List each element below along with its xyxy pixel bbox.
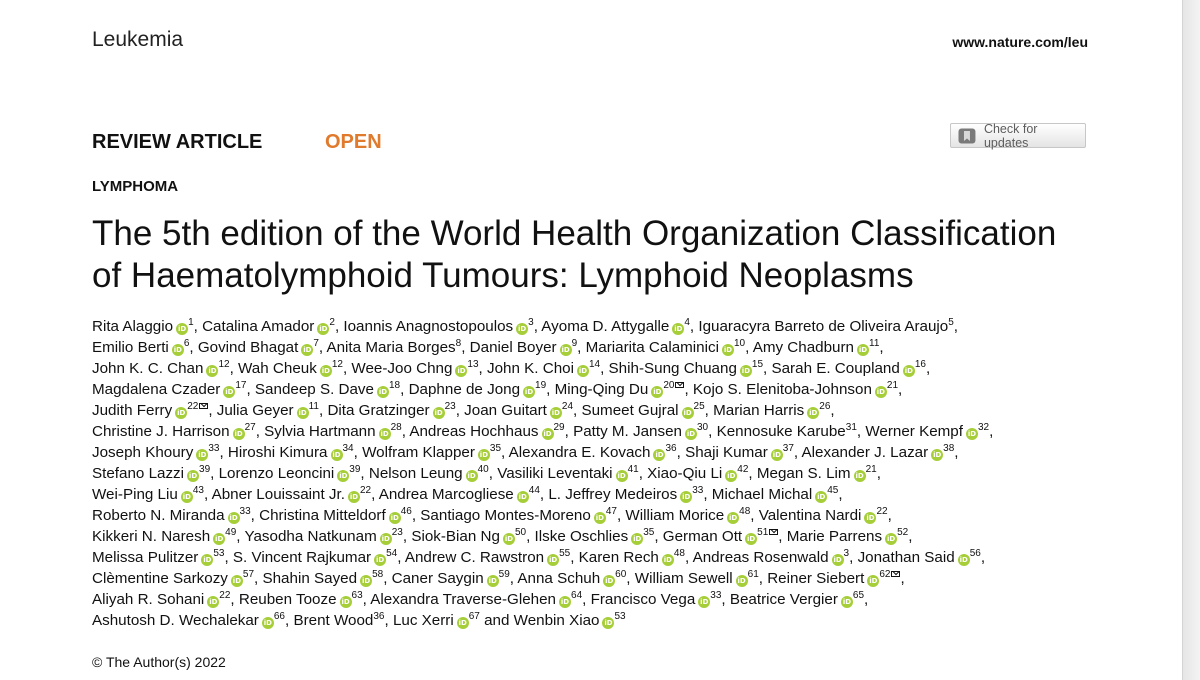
affiliation-number: 10 — [733, 338, 746, 349]
affiliation-number: 46 — [400, 506, 412, 517]
orcid-icon[interactable]: iD — [225, 388, 234, 396]
affiliation-number: 13 — [467, 359, 479, 370]
author-name[interactable]: Alexandra E. Kovach — [508, 444, 651, 461]
affiliation-number: 12 — [331, 359, 343, 370]
affiliation-number: 40 — [477, 464, 489, 475]
orcid-icon[interactable]: iD — [817, 493, 826, 501]
orcid-icon[interactable]: iD — [390, 514, 399, 522]
affiliation-number: 57 — [242, 569, 255, 580]
author-name[interactable]: German Ott — [662, 528, 743, 545]
orcid-icon[interactable]: iD — [617, 472, 626, 480]
orcid-icon[interactable]: iD — [177, 409, 186, 417]
author-name[interactable]: Jonathan Said — [857, 549, 955, 566]
orcid-icon[interactable]: iD — [551, 409, 560, 417]
affiliation-number: 17 — [235, 380, 247, 391]
orcid-icon[interactable]: iD — [488, 577, 497, 585]
affiliation-number: 36 — [665, 443, 677, 454]
author-name[interactable]: Xiao-Qiu Li — [647, 465, 723, 482]
affiliation-number: 24 — [561, 401, 574, 412]
author-name[interactable]: Rita Alaggio — [92, 318, 174, 335]
affiliation-number: 1 — [188, 317, 194, 328]
orcid-icon[interactable]: iD — [737, 577, 746, 585]
open-access-label: OPEN — [325, 131, 382, 153]
orcid-icon[interactable]: iD — [674, 325, 683, 333]
author-line: Rita Alaggio iD$^1$, Catalina Amador iD$^2$, Ioannis Anagnostopoulos iD$^3$, Ayoma D. Attygalle iD$^4$, Iguaracyra Barreto de Oliveira Araujo$^5$, — [92, 317, 959, 335]
orcid-icon[interactable]: iD — [904, 367, 913, 375]
author-name[interactable]: Sandeep S. Dave — [254, 381, 374, 398]
orcid-icon[interactable]: iD — [548, 556, 558, 564]
author-line: Stefano Lazzi iD$^{39}$, Lorenzo Leoncini iD$^{39}$, Nelson Leung iD$^{40}$, Vasiliki Leventaki iD$^{41}$, Xiao-Qiu Li iD$^{42}$, Megan S. Lim iD$^{21}$, — [92, 464, 881, 482]
affiliation-number: 28 — [390, 422, 402, 433]
orcid-icon[interactable]: iD — [605, 577, 614, 585]
affiliation-number: 66 — [273, 611, 285, 622]
orcid-icon[interactable]: iD — [229, 514, 238, 522]
affiliation-number: 3 — [528, 317, 534, 328]
affiliation-number: 38 — [943, 443, 955, 454]
orcid-icon[interactable]: iD — [303, 346, 312, 354]
journal-url[interactable]: www.nature.com/leu — [952, 34, 1088, 50]
orcid-icon[interactable]: iD — [434, 409, 443, 417]
author-name[interactable]: Julia Geyer — [216, 402, 294, 419]
affiliation-number: 48 — [673, 548, 685, 559]
affiliation-number: 44 — [528, 485, 540, 496]
author-name[interactable]: Ilske Oschlies — [534, 528, 629, 545]
author-name[interactable]: John K. C. Chan — [92, 360, 204, 377]
orcid-icon[interactable]: iD — [177, 325, 187, 333]
orcid-icon[interactable]: iD — [747, 535, 756, 543]
author-name[interactable]: Iguaracyra Barreto de Oliveira Araujo — [698, 318, 949, 335]
affiliation-number: 48 — [739, 506, 751, 517]
author-name[interactable]: Werner Kempf — [865, 423, 963, 440]
affiliation-number: 22 — [187, 401, 199, 412]
author-name[interactable]: Reiner Siebert — [767, 570, 865, 587]
orcid-icon[interactable]: iD — [653, 388, 662, 396]
orcid-icon[interactable]: iD — [886, 535, 896, 543]
affiliation-number: 11 — [308, 401, 319, 412]
affiliation-number: 62 — [879, 569, 891, 580]
affiliation-number: 4 — [684, 317, 690, 328]
orcid-icon[interactable]: iD — [332, 451, 341, 459]
author-name[interactable]: Stefano Lazzi — [92, 465, 185, 482]
orcid-icon[interactable]: iD — [561, 346, 570, 354]
author-name[interactable]: S. Vincent Rajkumar — [232, 549, 372, 566]
affiliation-number: 32 — [977, 422, 990, 433]
orcid-icon[interactable]: iD — [809, 409, 818, 417]
orcid-icon[interactable]: iD — [375, 556, 385, 564]
email-icon[interactable] — [769, 529, 778, 535]
affiliation-number: 15 — [751, 359, 764, 370]
affiliation-number: 33 — [208, 443, 220, 454]
author-line: Clèmentine Sarkozy iD$^{57}$, Shahin Sayed iD$^{58}$, Caner Saygin iD$^{59}$, Anna Schuh iD$^{60}$, William Sewell iD$^{61}$, Reiner Siebert iD$^{62}$ , — [92, 569, 905, 587]
affiliation-number: 22 — [359, 485, 372, 496]
author-name[interactable]: Melissa Pulitzer — [92, 549, 199, 566]
orcid-icon[interactable]: iD — [604, 619, 613, 627]
author-name[interactable]: Roberto N. Miranda — [92, 507, 225, 524]
affiliation-number: 65 — [852, 590, 865, 601]
author-name[interactable]: Emilio Berti — [92, 339, 169, 356]
affiliation-number: 27 — [244, 422, 256, 433]
affiliation-number: 33 — [710, 590, 722, 601]
author-name[interactable]: Alexander J. Lazar — [801, 444, 929, 461]
orcid-icon[interactable]: iD — [833, 556, 842, 564]
author-name[interactable]: Ioannis Anagnostopoulos — [343, 318, 514, 335]
orcid-icon[interactable]: iD — [504, 535, 514, 543]
orcid-icon[interactable]: iD — [560, 598, 570, 606]
article-title-line: The 5th edition of the World Health Organization Classification — [92, 214, 1057, 253]
author-name[interactable]: Wei-Ping Liu — [92, 486, 178, 503]
email-icon[interactable] — [199, 403, 208, 409]
author-name[interactable]: Yasodha Natkunam — [244, 528, 377, 545]
author-name[interactable]: Christine J. Harrison — [92, 423, 230, 440]
article-title-line: of Haematolymphoid Tumours: Lymphoid Neoplasms — [92, 256, 914, 295]
author-name[interactable]: Ayoma D. Attygalle — [541, 318, 670, 335]
affiliation-number: 7 — [313, 338, 319, 349]
author-name[interactable]: Andrew C. Rawstron — [404, 549, 545, 566]
author-name[interactable]: Joan Guitart — [464, 402, 547, 419]
author-line: Christine J. Harrison iD$^{27}$, Sylvia Hartmann iD$^{28}$, Andreas Hochhaus iD$^{29}$, Patty M. Jansen iD$^{30}$, Kennosuke Karube$^{31}$, Werner Kempf iD$^{32}$, — [92, 422, 994, 440]
orcid-icon[interactable]: iD — [479, 451, 489, 459]
affiliation-number: 31 — [845, 422, 857, 433]
author-name[interactable]: Anna Schuh — [517, 570, 601, 587]
orcid-icon[interactable]: iD — [959, 556, 968, 564]
affiliation-number: 20 — [663, 380, 675, 391]
affiliation-number: 45 — [827, 485, 839, 496]
author-name[interactable]: Kennosuke Karube — [716, 423, 846, 440]
author-name[interactable]: Joseph Khoury — [92, 444, 194, 461]
orcid-icon[interactable]: iD — [866, 514, 875, 522]
orcid-icon[interactable]: iD — [378, 388, 388, 396]
copyright-notice: © The Author(s) 2022 — [92, 654, 226, 670]
orcid-icon[interactable]: iD — [682, 493, 691, 501]
affiliation-number: 29 — [553, 422, 565, 433]
affiliation-number: 11 — [869, 338, 880, 349]
orcid-icon[interactable]: iD — [842, 598, 852, 606]
affiliation-number: 60 — [615, 569, 627, 580]
orcid-icon[interactable]: iD — [518, 493, 527, 501]
affiliation-number: 47 — [605, 506, 617, 517]
orcid-icon[interactable]: iD — [215, 535, 224, 543]
author-name[interactable]: Anita Maria Borges — [326, 339, 456, 356]
orcid-icon[interactable]: iD — [209, 598, 218, 606]
author-name[interactable]: Catalina Amador — [202, 318, 315, 335]
author-name[interactable]: Lorenzo Leoncini — [218, 465, 335, 482]
orcid-icon[interactable]: iD — [518, 325, 527, 333]
author-line: Aliyah R. Sohani iD$^{22}$, Reuben Tooze iD$^{63}$, Alexandra Traverse-Glehen iD$^{64}$, Francisco Vega iD$^{33}$, Beatrice Vergier iD$^{65}$, — [92, 590, 869, 608]
page-edge — [1182, 0, 1200, 680]
author-line: Melissa Pulitzer iD$^{53}$, S. Vincent Rajkumar iD$^{54}$, Andrew C. Rawstron iD$^{55}$, Karen Rech iD$^{48}$, Andreas Rosenwald iD$^3$, Jonathan Said iD$^{56}$, — [92, 548, 986, 566]
affiliation-number: 21 — [886, 380, 899, 391]
orcid-icon[interactable]: iD — [263, 619, 272, 627]
orcid-icon[interactable]: iD — [869, 577, 878, 585]
check-for-updates-button[interactable] — [950, 123, 1086, 148]
author-name[interactable]: Sarah E. Coupland — [771, 360, 900, 377]
orcid-icon[interactable]: iD — [361, 577, 371, 585]
affiliation-number: 6 — [183, 338, 190, 349]
author-name[interactable]: Wolfram Klapper — [362, 444, 475, 461]
orcid-icon[interactable]: iD — [595, 514, 604, 522]
orcid-icon[interactable]: iD — [198, 451, 207, 459]
author-line: Ashutosh D. Wechalekar iD$^{66}$, Brent Wood$^{36}$, Luc Xerri iD$^{67}$ and Wenbin Xiao iD$^{53}$ — [92, 611, 626, 629]
author-name[interactable]: William Sewell — [634, 570, 733, 587]
affiliation-number: 26 — [819, 401, 831, 412]
author-line: Kikkeri N. Naresh iD$^{49}$, Yasodha Natkunam iD$^{23}$, Siok-Bian Ng iD$^{50}$, Ilske Oschlies iD$^{35}$, German Ott iD$^{51}$ , Marie Parrens iD$^{52}$, — [92, 527, 913, 545]
affiliation-number: 37 — [782, 443, 794, 454]
orcid-icon[interactable]: iD — [349, 493, 359, 501]
author-name[interactable]: Judith Ferry — [92, 402, 173, 419]
affiliation-number: 54 — [386, 548, 398, 559]
author-name[interactable]: Francisco Vega — [590, 591, 696, 608]
affiliation-number: 23 — [391, 527, 403, 538]
orcid-icon[interactable]: iD — [203, 556, 212, 564]
affiliation-number: 49 — [225, 527, 237, 538]
orcid-icon[interactable]: iD — [458, 619, 467, 627]
orcid-icon[interactable]: iD — [772, 451, 781, 459]
author-name[interactable]: Sylvia Hartmann — [264, 423, 376, 440]
orcid-icon[interactable]: iD — [234, 430, 243, 438]
article-type: REVIEW ARTICLE — [92, 131, 263, 153]
author-name[interactable]: Siok-Bian Ng — [411, 528, 500, 545]
affiliation-number: 55 — [559, 548, 571, 559]
author-name[interactable]: Patty M. Jansen — [573, 423, 682, 440]
author-line: Wei-Ping Liu iD$^{43}$, Abner Louissaint Jr. iD$^{22}$, Andrea Marcogliese iD$^{44}$, L. Jeffrey Medeiros iD$^{33}$, Michael Michal iD$^{45}$, — [92, 485, 843, 503]
author-name[interactable]: Brent Wood — [293, 612, 374, 629]
author-name[interactable]: Alexandra Traverse-Glehen — [370, 591, 557, 608]
orcid-icon[interactable]: iD — [700, 598, 709, 606]
affiliation-number: 12 — [218, 359, 230, 370]
orcid-icon[interactable]: iD — [741, 367, 751, 375]
affiliation-number: 23 — [444, 401, 456, 412]
author-name[interactable]: Clèmentine Sarkozy — [92, 570, 228, 587]
author-name[interactable]: Shahin Sayed — [262, 570, 358, 587]
check-for-updates-label: Check for updates — [983, 121, 1038, 150]
orcid-icon[interactable]: iD — [858, 346, 868, 354]
author-name[interactable]: Michael Michal — [711, 486, 813, 503]
author-name[interactable]: Shaji Kumar — [685, 444, 768, 461]
author-name[interactable]: Nelson Leung — [368, 465, 463, 482]
affiliation-number: 34 — [342, 443, 354, 454]
author-name[interactable]: Karen Rech — [578, 549, 659, 566]
affiliation-number: 3 — [843, 548, 850, 559]
bookmark-update-icon — [958, 128, 976, 144]
affiliation-number: 18 — [388, 380, 401, 391]
author-name[interactable]: Ming-Qing Du — [554, 381, 649, 398]
author-name[interactable]: Luc Xerri — [392, 612, 454, 629]
orcid-icon[interactable]: iD — [380, 430, 389, 438]
affiliation-number: 36 — [373, 611, 385, 622]
orcid-icon[interactable]: iD — [729, 514, 738, 522]
author-name[interactable]: Santiago Montes-Moreno — [420, 507, 591, 524]
author-name[interactable]: Andreas Hochhaus — [409, 423, 539, 440]
affiliation-number: 64 — [571, 590, 583, 601]
affiliation-number: 61 — [747, 569, 759, 580]
orcid-icon[interactable]: iD — [457, 367, 466, 375]
affiliation-number: 25 — [693, 401, 705, 412]
article-title — [92, 213, 1092, 297]
orcid-icon[interactable]: iD — [298, 409, 307, 417]
author-name[interactable]: William Morice — [625, 507, 725, 524]
affiliation-number: 22 — [876, 506, 888, 517]
author-name[interactable]: Govind Bhagat — [197, 339, 299, 356]
affiliation-number: 14 — [588, 359, 601, 370]
author-name[interactable]: Kojo S. Elenitoba-Johnson — [692, 381, 872, 398]
author-line: Magdalena Czader iD$^{17}$, Sandeep S. Dave iD$^{18}$, Daphne de Jong iD$^{19}$, Ming-Qing Du iD$^{20}$ , Kojo S. Elenitoba-Johnson iD$^{21}$, — [92, 380, 903, 398]
orcid-icon[interactable]: iD — [933, 451, 942, 459]
author-name[interactable]: Daphne de Jong — [408, 381, 521, 398]
affiliation-number: 5 — [948, 317, 954, 328]
author-name[interactable]: Wenbin Xiao — [513, 612, 600, 629]
journal-name: Leukemia — [92, 28, 184, 51]
author-name[interactable]: Shih-Sung Chuang — [608, 360, 737, 377]
orcid-icon[interactable]: iD — [339, 472, 348, 480]
author-line: Judith Ferry iD$^{22}$ , Julia Geyer iD$^{11}$, Dita Gratzinger iD$^{23}$, Joan Guitart iD$^{24}$, Sumeet Gujral iD$^{25}$, Marian Harris iD$^{26}$, — [92, 401, 835, 419]
author-line: Roberto N. Miranda iD$^{33}$, Christina Mitteldorf iD$^{46}$, Santiago Montes-Moreno iD$^{47}$, William Morice iD$^{48}$, Valentina Nardi iD$^{22}$, — [92, 506, 892, 524]
author-name[interactable]: Caner Saygin — [391, 570, 484, 587]
author-name[interactable]: Amy Chadburn — [752, 339, 855, 356]
author-name[interactable]: Daniel Boyer — [469, 339, 557, 356]
author-list — [92, 316, 1102, 631]
orcid-icon[interactable]: iD — [686, 430, 696, 438]
affiliation-number: 35 — [489, 443, 502, 454]
author-name[interactable]: Hiroshi Kimura — [227, 444, 328, 461]
author-name[interactable]: Abner Louissaint Jr. — [211, 486, 345, 503]
orcid-icon[interactable]: iD — [381, 535, 390, 543]
affiliation-number: 67 — [468, 611, 480, 622]
affiliation-number: 58 — [372, 569, 384, 580]
affiliation-number: 39 — [199, 464, 211, 475]
author-name[interactable]: Aliyah R. Sohani — [92, 591, 205, 608]
orcid-icon[interactable]: iD — [855, 472, 864, 480]
affiliation-number: 2 — [329, 317, 335, 328]
orcid-icon[interactable]: iD — [173, 346, 182, 354]
affiliation-number: 43 — [192, 485, 204, 496]
affiliation-number: 53 — [213, 548, 225, 559]
affiliation-number: 59 — [498, 569, 510, 580]
affiliation-number: 8 — [455, 338, 462, 349]
affiliation-number: 16 — [914, 359, 926, 370]
author-name[interactable]: Dita Gratzinger — [327, 402, 430, 419]
author-name[interactable]: Reuben Tooze — [238, 591, 337, 608]
author-name[interactable]: Ashutosh D. Wechalekar — [92, 612, 259, 629]
affiliation-number: 52 — [897, 527, 909, 538]
author-line: John K. C. Chan iD$^{12}$, Wah Cheuk iD$^{12}$, Wee-Joo Chng iD$^{13}$, John K. Choi iD$^{14}$, Shih-Sung Chuang iD$^{15}$, Sarah E. Coupland iD$^{16}$, — [92, 359, 931, 377]
author-name[interactable]: Christina Mitteldorf — [259, 507, 386, 524]
affiliation-number: 42 — [737, 464, 749, 475]
orcid-icon[interactable]: iD — [467, 472, 476, 480]
orcid-icon[interactable]: iD — [188, 472, 198, 480]
orcid-icon[interactable]: iD — [723, 346, 733, 354]
author-line: Joseph Khoury iD$^{33}$, Hiroshi Kimura iD$^{34}$, Wolfram Klapper iD$^{35}$, Alexandra E. Kovach iD$^{36}$, Shaji Kumar iD$^{37}$, Alexander J. Lazar iD$^{38}$, — [92, 443, 959, 461]
affiliation-number: 35 — [643, 527, 655, 538]
affiliation-number: 51 — [757, 527, 769, 538]
orcid-icon[interactable]: iD — [182, 493, 191, 501]
affiliation-number: 19 — [535, 380, 547, 391]
orcid-icon[interactable]: iD — [208, 367, 217, 375]
author-name[interactable]: Beatrice Vergier — [729, 591, 838, 608]
orcid-icon[interactable]: iD — [727, 472, 736, 480]
orcid-icon[interactable]: iD — [321, 367, 330, 375]
affiliation-number: 21 — [865, 464, 877, 475]
orcid-icon[interactable]: iD — [319, 325, 328, 333]
affiliation-number: 9 — [571, 338, 578, 349]
affiliation-number: 50 — [514, 527, 527, 538]
section-label: LYMPHOMA — [92, 178, 179, 195]
orcid-icon[interactable]: iD — [341, 598, 350, 606]
affiliation-number: 22 — [219, 590, 231, 601]
author-name[interactable]: Kikkeri N. Naresh — [92, 528, 211, 545]
orcid-icon[interactable]: iD — [633, 535, 642, 543]
affiliation-number: 63 — [351, 590, 363, 601]
email-icon[interactable] — [891, 571, 900, 577]
affiliation-number: 56 — [969, 548, 981, 559]
orcid-icon[interactable]: iD — [655, 451, 664, 459]
author-line: Emilio Berti iD$^6$, Govind Bhagat iD$^7$, Anita Maria Borges$^8$, Daniel Boyer iD$^9$, Mariarita Calaminici iD$^{10}$, Amy Chadburn iD$^{11}$, — [92, 338, 884, 356]
orcid-icon[interactable]: iD — [683, 409, 692, 417]
affiliation-number: 53 — [614, 611, 626, 622]
orcid-icon[interactable]: iD — [967, 430, 977, 438]
orcid-icon[interactable]: iD — [578, 367, 588, 375]
author-name[interactable]: Wah Cheuk — [238, 360, 317, 377]
affiliation-number: 33 — [692, 485, 704, 496]
orcid-icon[interactable]: iD — [232, 577, 242, 585]
author-name[interactable]: Andrea Marcogliese — [378, 486, 514, 503]
affiliation-number: 39 — [349, 464, 361, 475]
author-name[interactable]: Vasiliki Leventaki — [497, 465, 613, 482]
author-name[interactable]: Andreas Rosenwald — [692, 549, 829, 566]
author-name[interactable]: Wee-Joo Chng — [351, 360, 453, 377]
orcid-icon[interactable]: iD — [524, 388, 534, 396]
affiliation-number: 41 — [627, 464, 639, 475]
author-name[interactable]: Megan S. Lim — [756, 465, 851, 482]
author-name[interactable]: Marian Harris — [713, 402, 805, 419]
author-name[interactable]: Mariarita Calaminici — [585, 339, 719, 356]
author-name[interactable]: Marie Parrens — [786, 528, 883, 545]
orcid-icon[interactable]: iD — [543, 430, 552, 438]
affiliation-number: 33 — [239, 506, 251, 517]
orcid-icon[interactable]: iD — [876, 388, 885, 396]
email-icon[interactable] — [675, 382, 684, 388]
author-name[interactable]: Magdalena Czader — [92, 381, 221, 398]
orcid-icon[interactable]: iD — [663, 556, 672, 564]
affiliation-number: 30 — [696, 422, 709, 433]
author-name[interactable]: L. Jeffrey Medeiros — [548, 486, 678, 503]
author-name[interactable]: Sumeet Gujral — [581, 402, 679, 419]
author-name[interactable]: Valentina Nardi — [758, 507, 862, 524]
author-name[interactable]: John K. Choi — [487, 360, 574, 377]
